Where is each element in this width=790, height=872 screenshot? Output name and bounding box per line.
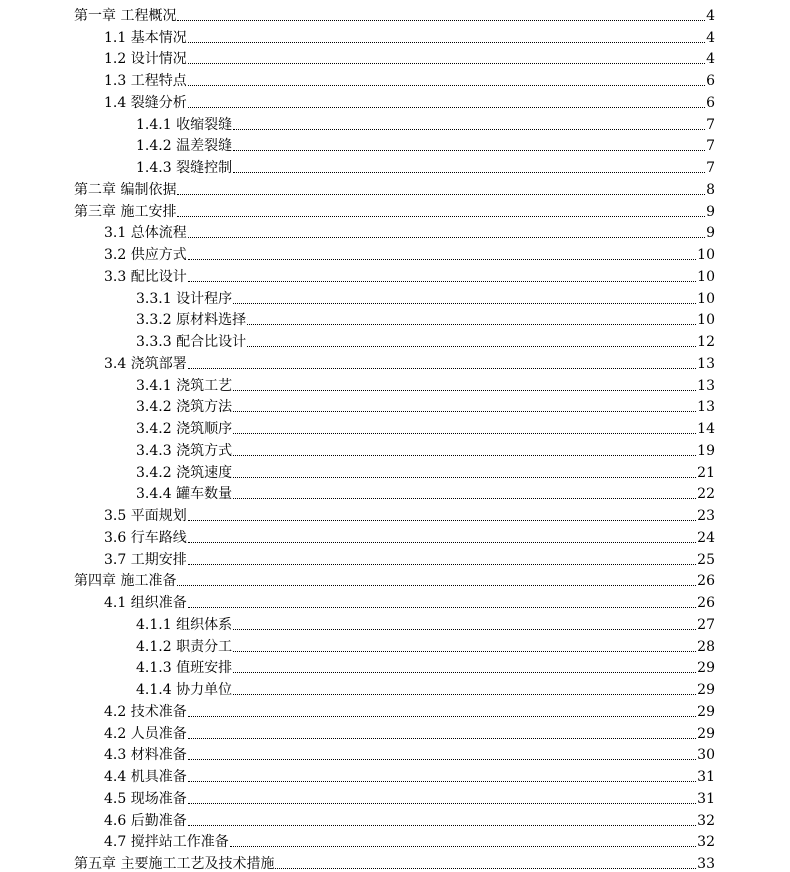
toc-entry-page-number: 28 <box>697 638 715 655</box>
toc-entry-page-number: 30 <box>697 747 715 764</box>
toc-entry-title: 4.3 材料准备 <box>104 747 187 764</box>
toc-entry-title: 3.4.2 浇筑方法 <box>136 399 233 416</box>
toc-entry[interactable] <box>74 24 715 46</box>
toc-entry-title: 4.6 后勤准备 <box>104 812 187 829</box>
toc-dot-leader <box>177 20 705 21</box>
toc-entry-page-number: 6 <box>706 73 715 89</box>
toc-entry-page-number: 29 <box>697 682 715 698</box>
toc-dot-leader <box>233 150 705 151</box>
toc-entry[interactable] <box>74 807 715 829</box>
toc-entry-page-number: 26 <box>697 595 715 611</box>
toc-entry-page-number: 23 <box>697 508 715 524</box>
toc-entry-page-number: 19 <box>697 442 715 459</box>
toc-entry[interactable] <box>74 220 715 242</box>
toc-entry-title: 4.1.3 值班安排 <box>136 660 233 677</box>
toc-entry[interactable] <box>74 785 715 807</box>
toc-entry[interactable] <box>74 655 715 677</box>
toc-entry[interactable] <box>74 285 715 307</box>
toc-entry[interactable] <box>74 742 715 764</box>
toc-entry-title: 4.1.4 协力单位 <box>136 682 233 698</box>
toc-entry-title: 4.4 机具准备 <box>104 769 187 785</box>
toc-entry[interactable] <box>74 698 715 720</box>
toc-dot-leader <box>188 368 696 369</box>
toc-dot-leader <box>233 172 705 173</box>
toc-entry-page-number: 32 <box>697 812 715 829</box>
toc-entry-page-number: 13 <box>697 399 715 416</box>
toc-entry-title: 3.4.3 浇筑方式 <box>136 442 233 459</box>
toc-dot-leader <box>275 868 696 869</box>
toc-entry[interactable] <box>74 89 715 111</box>
toc-dot-leader <box>233 411 696 412</box>
table-of-contents <box>74 2 715 872</box>
toc-dot-leader <box>177 216 705 217</box>
toc-dot-leader <box>233 694 696 695</box>
toc-entry-title: 4.1 组织准备 <box>104 595 187 611</box>
toc-entry-title: 4.5 现场准备 <box>104 790 187 807</box>
toc-entry-title: 1.4 裂缝分析 <box>104 94 187 111</box>
toc-entry-title: 1.4.1 收缩裂缝 <box>136 116 233 133</box>
toc-entry-title: 4.7 搅拌站工作准备 <box>104 834 229 851</box>
toc-dot-leader <box>233 433 696 434</box>
toc-entry[interactable] <box>74 502 715 524</box>
toc-entry[interactable] <box>74 720 715 742</box>
toc-entry[interactable] <box>74 850 715 872</box>
toc-dot-leader <box>188 42 705 43</box>
toc-entry-page-number: 27 <box>697 616 715 633</box>
toc-dot-leader <box>188 738 696 739</box>
toc-dot-leader <box>188 759 696 760</box>
toc-dot-leader <box>233 672 696 673</box>
toc-entry-page-number: 13 <box>697 377 715 394</box>
toc-entry-title: 3.6 行车路线 <box>104 529 187 546</box>
toc-entry[interactable] <box>74 111 715 133</box>
toc-dot-leader <box>233 651 696 652</box>
toc-entry-title: 3.3 配比设计 <box>104 268 187 285</box>
toc-entry-page-number: 10 <box>697 312 715 329</box>
toc-dot-leader <box>188 63 705 64</box>
toc-entry[interactable] <box>74 198 715 220</box>
toc-dot-leader <box>233 390 696 391</box>
toc-dot-leader <box>188 803 696 804</box>
toc-entry-title: 3.3.1 设计程序 <box>136 290 233 307</box>
toc-entry[interactable] <box>74 437 715 459</box>
toc-dot-leader <box>188 259 696 260</box>
toc-entry-page-number: 26 <box>697 573 715 590</box>
toc-dot-leader <box>188 520 696 521</box>
toc-entry-page-number: 8 <box>706 181 715 198</box>
toc-entry-page-number: 7 <box>706 116 715 133</box>
toc-dot-leader <box>188 542 696 543</box>
toc-entry-page-number: 7 <box>706 160 715 176</box>
toc-entry-page-number: 10 <box>697 290 715 307</box>
toc-entry-title: 1.3 工程特点 <box>104 73 187 89</box>
toc-entry[interactable] <box>74 46 715 68</box>
toc-entry[interactable] <box>74 589 715 611</box>
toc-dot-leader <box>233 498 696 499</box>
toc-entry-page-number: 4 <box>706 7 715 24</box>
toc-entry-page-number: 31 <box>697 790 715 807</box>
toc-entry-title: 第二章 编制依据 <box>74 181 177 198</box>
toc-entry[interactable] <box>74 568 715 590</box>
toc-dot-leader <box>188 825 696 826</box>
toc-entry-title: 4.2 技术准备 <box>104 703 187 720</box>
toc-entry-title: 1.4.2 温差裂缝 <box>136 138 233 155</box>
toc-entry-title: 3.4.4 罐车数量 <box>136 486 233 503</box>
toc-dot-leader <box>233 129 705 130</box>
toc-dot-leader <box>177 585 696 586</box>
toc-entry[interactable] <box>74 394 715 416</box>
toc-entry-title: 3.7 工期安排 <box>104 551 187 568</box>
toc-entry-page-number: 25 <box>697 551 715 568</box>
toc-entry-title: 3.5 平面规划 <box>104 508 187 524</box>
toc-entry[interactable] <box>74 328 715 350</box>
toc-entry[interactable] <box>74 611 715 633</box>
toc-entry-title: 4.1.1 组织体系 <box>136 616 233 633</box>
toc-entry-page-number: 21 <box>697 464 715 481</box>
toc-entry-title: 第一章 工程概况 <box>74 7 177 24</box>
toc-entry-page-number: 10 <box>697 268 715 285</box>
toc-entry[interactable] <box>74 415 715 437</box>
toc-dot-leader <box>233 629 696 630</box>
toc-entry-page-number: 29 <box>697 725 715 742</box>
toc-entry-page-number: 31 <box>697 769 715 785</box>
toc-dot-leader <box>247 324 696 325</box>
toc-entry[interactable] <box>74 763 715 785</box>
toc-entry-title: 3.4.2 浇筑顺序 <box>136 421 233 437</box>
toc-entry-title: 第五章 主要施工工艺及技术措施 <box>74 856 275 872</box>
toc-dot-leader <box>188 564 696 565</box>
toc-entry-title: 3.4.1 浇筑工艺 <box>136 377 233 394</box>
toc-entry[interactable] <box>74 133 715 155</box>
toc-entry-page-number: 22 <box>697 486 715 503</box>
toc-entry-title: 4.1.2 职责分工 <box>136 638 233 655</box>
toc-entry-title: 1.4.3 裂缝控制 <box>136 160 233 176</box>
toc-dot-leader <box>233 303 696 304</box>
toc-entry-title: 1.2 设计情况 <box>104 51 187 68</box>
toc-entry[interactable] <box>74 829 715 851</box>
toc-dot-leader <box>233 455 696 456</box>
toc-entry-title: 3.2 供应方式 <box>104 247 187 263</box>
toc-entry[interactable] <box>74 263 715 285</box>
toc-dot-leader <box>188 237 705 238</box>
toc-entry[interactable] <box>74 241 715 263</box>
toc-entry-page-number: 4 <box>706 29 715 46</box>
toc-entry-title: 1.1 基本情况 <box>104 29 187 46</box>
toc-entry[interactable] <box>74 176 715 198</box>
toc-entry-page-number: 9 <box>706 203 715 220</box>
toc-entry[interactable] <box>74 459 715 481</box>
toc-entry-title: 3.4 浇筑部署 <box>104 355 187 372</box>
toc-entry-page-number: 6 <box>706 94 715 111</box>
toc-entry[interactable] <box>74 372 715 394</box>
toc-entry-page-number: 9 <box>706 225 715 242</box>
toc-entry-page-number: 32 <box>697 834 715 851</box>
toc-dot-leader <box>188 107 705 108</box>
toc-entry-page-number: 29 <box>697 660 715 677</box>
toc-entry-title: 3.3.3 配合比设计 <box>136 334 247 350</box>
toc-entry-page-number: 12 <box>697 334 715 350</box>
toc-dot-leader <box>188 85 705 86</box>
toc-entry-page-number: 10 <box>697 247 715 263</box>
toc-entry-page-number: 7 <box>706 138 715 155</box>
toc-entry[interactable] <box>74 633 715 655</box>
toc-entry-title: 3.4.2 浇筑速度 <box>136 464 233 481</box>
toc-entry[interactable] <box>74 676 715 698</box>
toc-dot-leader <box>247 346 696 347</box>
toc-dot-leader <box>188 781 696 782</box>
toc-dot-leader <box>177 194 705 195</box>
toc-dot-leader <box>233 477 696 478</box>
toc-entry[interactable] <box>74 524 715 546</box>
toc-entry-page-number: 29 <box>697 703 715 720</box>
toc-entry[interactable] <box>74 350 715 372</box>
toc-entry[interactable] <box>74 481 715 503</box>
toc-entry-page-number: 24 <box>697 529 715 546</box>
toc-entry[interactable] <box>74 546 715 568</box>
toc-entry[interactable] <box>74 2 715 24</box>
toc-entry-title: 第四章 施工准备 <box>74 573 177 590</box>
toc-entry-page-number: 13 <box>697 355 715 372</box>
toc-entry-title: 4.2 人员准备 <box>104 725 187 742</box>
toc-entry[interactable] <box>74 307 715 329</box>
toc-entry-title: 第三章 施工安排 <box>74 203 177 220</box>
toc-entry-title: 3.1 总体流程 <box>104 225 187 242</box>
toc-entry[interactable] <box>74 154 715 176</box>
toc-dot-leader <box>188 607 696 608</box>
toc-entry-title: 3.3.2 原材料选择 <box>136 312 247 329</box>
toc-entry-page-number: 4 <box>706 51 715 68</box>
toc-dot-leader <box>188 281 696 282</box>
toc-entry-page-number: 33 <box>697 856 715 872</box>
toc-dot-leader <box>230 846 696 847</box>
toc-entry[interactable] <box>74 67 715 89</box>
toc-entry-page-number: 14 <box>697 421 715 437</box>
toc-dot-leader <box>188 716 696 717</box>
